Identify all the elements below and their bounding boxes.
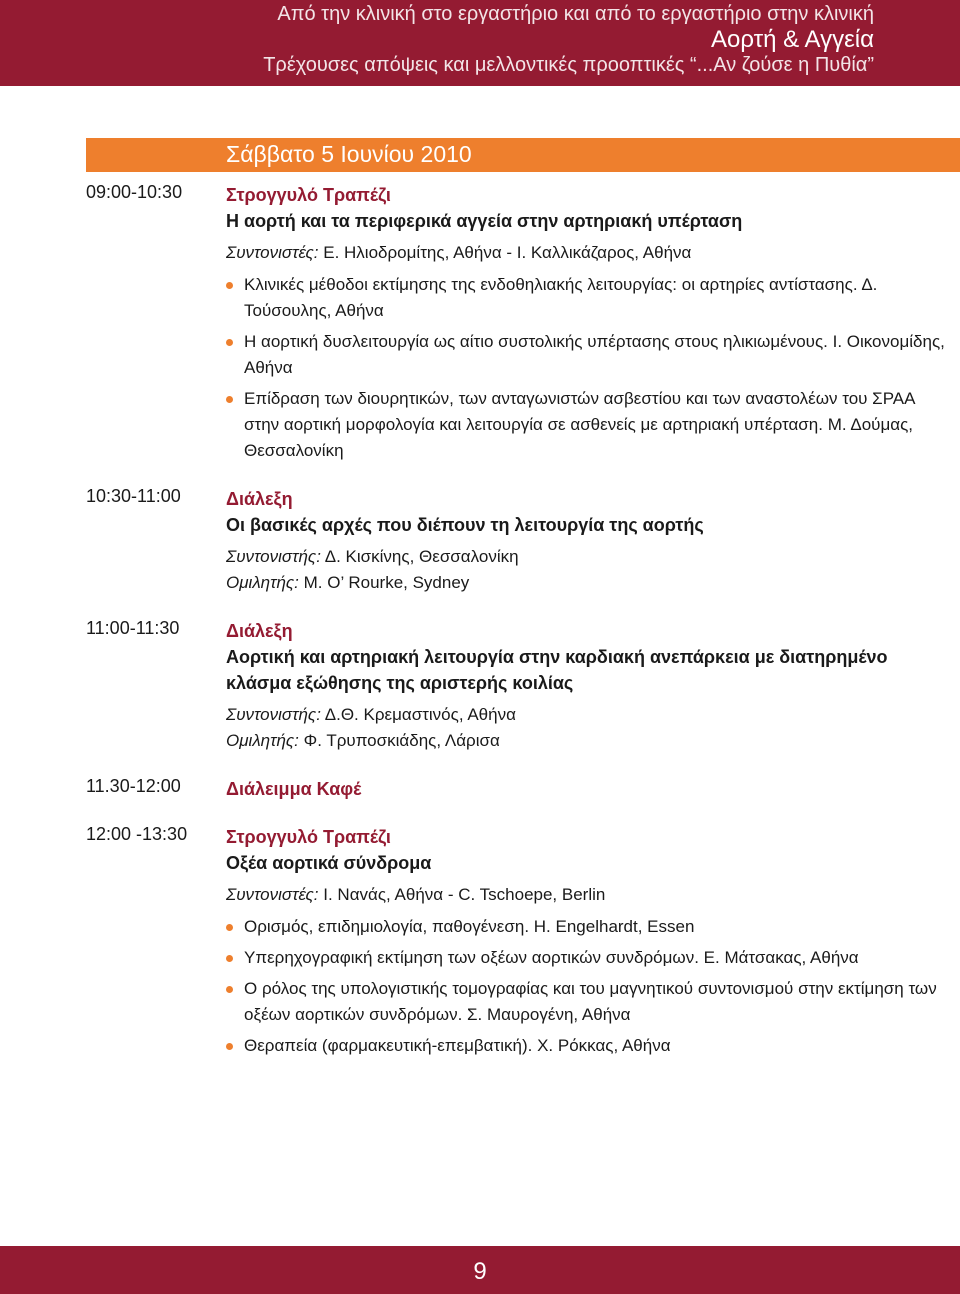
header-line-1: Από την κλινική στο εργαστήριο και από το εργαστήριο στην κλινική <box>277 3 874 25</box>
session-title: Οι βασικές αρχές που διέπουν τη λειτουργία της αορτής <box>226 515 704 535</box>
day-banner <box>86 138 960 172</box>
session-content <box>226 824 946 1064</box>
coordinator <box>226 702 946 728</box>
speaker-label: Ομιλητής: <box>226 731 299 750</box>
coordinator-name: Δ. Κισκίνης, Θεσσαλονίκη <box>324 547 519 566</box>
speaker-name: M. O’ Rourke, Sydney <box>303 573 470 592</box>
page-number: 9 <box>473 1258 487 1285</box>
session-time: 11.30-12:00 <box>86 776 181 796</box>
talk-item: Ο ρόλος της υπολογιστικής τομογραφίας και του μαγνητικού συντονισμού στην εκτίμηση των οξέων αορτικών συνδρόμων. Σ. Μαυρογένη, Αθήνα <box>226 976 946 1028</box>
coordinators <box>226 882 946 908</box>
coordinators-names: Ε. Ηλιοδρομίτης, Αθήνα - Ι. Καλλικάζαρος, Αθήνα <box>323 243 692 262</box>
session-content <box>226 776 946 802</box>
talk-item: Κλινικές μέθοδοι εκτίμησης της ενδοθηλιακής λειτουργίας: οι αρτηρίες αντίστασης. Δ. Τούσουλης, Αθήνα <box>226 272 946 324</box>
speaker <box>226 570 946 596</box>
session-time: 11:00-11:30 <box>86 618 180 638</box>
day-title: Σάββατο 5 Ιουνίου 2010 <box>226 141 472 167</box>
talk-list <box>226 272 946 464</box>
session-time: 10:30-11:00 <box>86 486 181 506</box>
session-type: Στρογγυλό Τραπέζι <box>226 827 391 847</box>
speaker <box>226 728 946 754</box>
coordinators-label: Συντονιστές: <box>226 885 319 904</box>
talk-item: Υπερηχογραφική εκτίμηση των οξέων αορτικών συνδρόμων. Ε. Μάτσακας, Αθήνα <box>226 945 946 971</box>
session-type: Στρογγυλό Τραπέζι <box>226 185 391 205</box>
coordinator <box>226 544 946 570</box>
coordinator-label: Συντονιστής: <box>226 547 321 566</box>
session-title: Η αορτή και τα περιφερικά αγγεία στην αρτηριακή υπέρταση <box>226 211 743 231</box>
talk-item: Η αορτική δυσλειτουργία ως αίτιο συστολικής υπέρτασης στους ηλικιωμένους. Ι. Οικονομίδης, Αθήνα <box>226 329 946 381</box>
session-type: Διάλεξη <box>226 489 293 509</box>
header-line-2: Αορτή & Αγγεία <box>711 26 874 53</box>
session-time: 09:00-10:30 <box>86 182 183 202</box>
session-content <box>226 486 946 596</box>
speaker-label: Ομιλητής: <box>226 573 299 592</box>
talk-item: Θεραπεία (φαρμακευτική-επεμβατική). Χ. Ρόκκας, Αθήνα <box>226 1033 946 1059</box>
talk-item: Ορισμός, επιδημιολογία, παθογένεση. H. Engelhardt, Essen <box>226 914 946 940</box>
session-title: Αορτική και αρτηριακή λειτουργία στην καρδιακή ανεπάρκεια με διατηρημένο κλάσμα εξώθησης της αριστερής κοιλίας <box>226 647 888 693</box>
coordinator-name: Δ.Θ. Κρεμαστινός, Αθήνα <box>324 705 516 724</box>
session-content <box>226 182 946 469</box>
coordinators-label: Συντονιστές: <box>226 243 319 262</box>
coordinators-names: Ι. Ναvάς, Αθήνα - C. Tschoepe, Berlin <box>323 885 606 904</box>
header-line-3: Τρέχουσες απόψεις και μελλοντικές προοπτικές “...Αν ζούσε η Πυθία” <box>263 54 874 76</box>
header-banner <box>0 0 960 86</box>
session-type: Διάλεξη <box>226 621 293 641</box>
session-type: Διάλειμμα Καφέ <box>226 779 362 799</box>
session-content <box>226 618 946 754</box>
session-time: 12:00 -13:30 <box>86 824 188 844</box>
session-title: Οξέα αορτικά σύνδρομα <box>226 853 432 873</box>
speaker-name: Φ. Τρυποσκιάδης, Λάρισα <box>303 731 500 750</box>
coordinators <box>226 240 946 266</box>
footer-bar <box>0 1246 960 1294</box>
coordinator-label: Συντονιστής: <box>226 705 321 724</box>
talk-item: Επίδραση των διουρητικών, των ανταγωνιστών ασβεστίου και των αναστολέων του ΣΡΑΑ στην αορτική μορφολογία και λειτουργία σε ασθενείς με αρτηριακή υπέρταση. Μ. Δούμας, Θεσσαλονίκη <box>226 386 946 464</box>
talk-list <box>226 914 946 1059</box>
